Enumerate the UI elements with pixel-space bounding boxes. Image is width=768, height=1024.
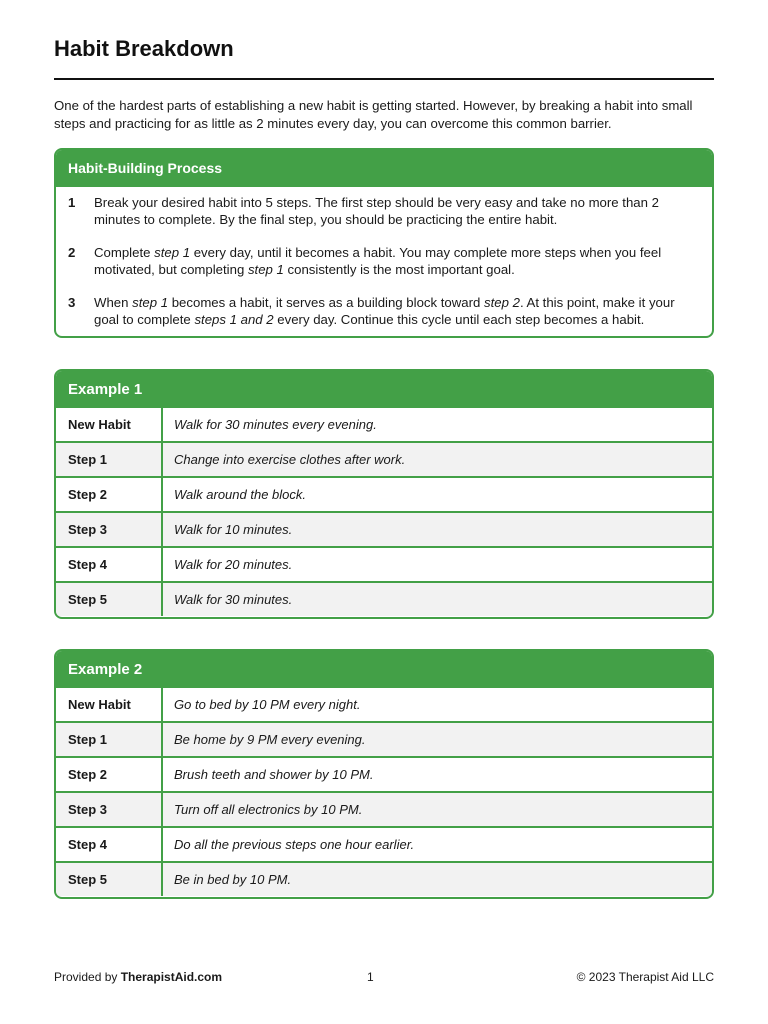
example-heading: Example 2 (56, 651, 712, 688)
table-row (56, 756, 712, 791)
row-value: Be in bed by 10 PM. (174, 872, 292, 887)
process-item (68, 194, 703, 228)
row-value: Change into exercise clothes after work. (174, 452, 406, 467)
process-heading: Habit-Building Process (56, 150, 712, 187)
table-row (56, 546, 712, 581)
column-divider (161, 408, 163, 441)
column-divider (161, 793, 163, 826)
row-label: New Habit (68, 697, 131, 712)
process-item (68, 294, 703, 328)
row-value: Walk for 30 minutes. (174, 592, 293, 607)
row-label: Step 2 (68, 767, 108, 782)
table-row (56, 721, 712, 756)
table-row (56, 791, 712, 826)
page-title: Habit Breakdown (54, 36, 234, 61)
column-divider (161, 583, 163, 616)
footer-provided-by: Provided by TherapistAid.com (54, 970, 223, 984)
process-item-text: Break your desired habit into 5 steps. The first step should be very easy and take no more than 2 minutes to complete. By the final step, you should be practicing the entire habit. (94, 195, 659, 227)
process-item (68, 244, 703, 278)
column-divider (161, 688, 163, 721)
column-divider (161, 513, 163, 546)
table-row (56, 581, 712, 616)
row-label: Step 5 (68, 872, 108, 887)
process-item-text: When step 1 becomes a habit, it serves as a building block toward step 2. At this point, make it your goal to complete steps 1 and 2 every day. Continue this cycle until each step becomes a habit. (94, 295, 675, 327)
column-divider (161, 758, 163, 791)
row-label: Step 5 (68, 592, 108, 607)
title-divider (54, 78, 714, 80)
row-value: Brush teeth and shower by 10 PM. (174, 767, 374, 782)
example-1-table (54, 369, 714, 619)
row-value: Turn off all electronics by 10 PM. (174, 802, 363, 817)
footer-brand-link[interactable]: TherapistAid.com (120, 970, 223, 984)
table-row (56, 511, 712, 546)
column-divider (161, 723, 163, 756)
row-value: Walk for 20 minutes. (174, 557, 293, 572)
row-value: Walk around the block. (174, 487, 306, 502)
footer-copyright: © 2023 Therapist Aid LLC (576, 970, 714, 984)
table-row (56, 686, 712, 721)
row-label: Step 1 (68, 452, 108, 467)
process-item-text: Complete step 1 every day, until it becomes a habit. You may complete more steps when you feel motivated, but completing step 1 consistently is the most important goal. (94, 245, 662, 277)
process-item-number: 1 (68, 195, 76, 210)
column-divider (161, 443, 163, 476)
process-item-number: 2 (68, 245, 76, 260)
process-box (54, 148, 714, 338)
intro-paragraph: One of the hardest parts of establishing a new habit is getting started. However, by breaking a habit into small steps and practicing for as little as 2 minutes every day, you can overcome this common barrier. (54, 98, 693, 131)
row-label: New Habit (68, 417, 131, 432)
table-row (56, 441, 712, 476)
row-value: Do all the previous steps one hour earlier. (174, 837, 415, 852)
row-value: Go to bed by 10 PM every night. (174, 697, 361, 712)
table-row (56, 826, 712, 861)
row-label: Step 3 (68, 522, 108, 537)
row-value: Be home by 9 PM every evening. (174, 732, 366, 747)
row-label: Step 1 (68, 732, 108, 747)
column-divider (161, 863, 163, 896)
example-heading: Example 1 (56, 371, 712, 408)
table-row (56, 861, 712, 896)
row-label: Step 4 (68, 837, 108, 852)
column-divider (161, 828, 163, 861)
process-item-number: 3 (68, 295, 76, 310)
example-2-table (54, 649, 714, 899)
column-divider (161, 548, 163, 581)
row-label: Step 4 (68, 557, 108, 572)
row-label: Step 3 (68, 802, 108, 817)
table-row (56, 406, 712, 441)
row-value: Walk for 30 minutes every evening. (174, 417, 377, 432)
table-row (56, 476, 712, 511)
row-value: Walk for 10 minutes. (174, 522, 293, 537)
column-divider (161, 478, 163, 511)
footer-page-number: 1 (367, 970, 374, 984)
row-label: Step 2 (68, 487, 108, 502)
